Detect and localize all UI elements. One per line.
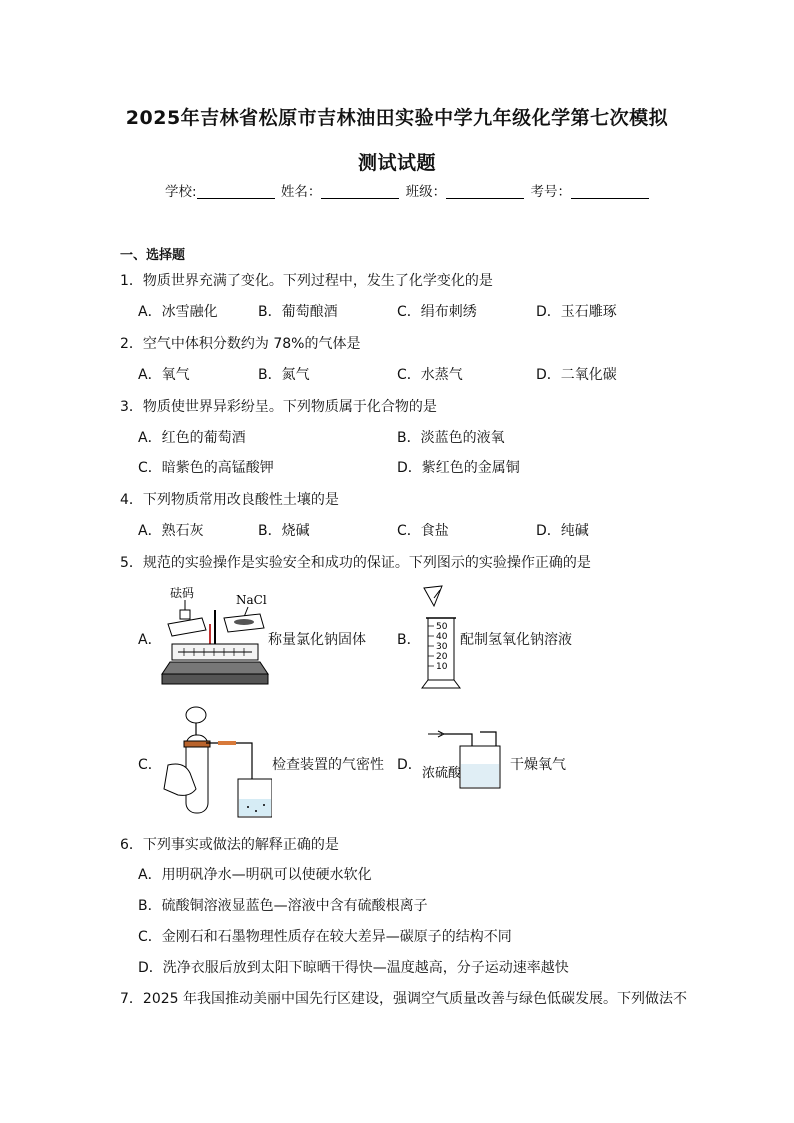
name-label: 姓名： — [280, 184, 322, 200]
q3-option-a: A．红色的葡萄酒 — [138, 430, 246, 446]
q5-option-b-letter: B． — [397, 632, 421, 648]
gas-washing-bottle-figure — [420, 728, 510, 792]
sulfuric-acid-label: 浓硫酸 — [422, 766, 462, 781]
exam-number-label: 考号： — [530, 184, 571, 200]
q2-option-c: C．水蒸气 — [397, 367, 463, 383]
q6-option-b: B．硫酸铜溶液显蓝色—溶液中含有硫酸根离子 — [138, 898, 428, 914]
q2-option-a: A．氧气 — [138, 367, 190, 383]
q4-option-d: D．纯碱 — [536, 523, 589, 539]
q5-option-c-letter: C． — [138, 757, 162, 773]
nacl-label: NaCl — [236, 593, 267, 607]
question-1-stem: 1．物质世界充满了变化。下列过程中，发生了化学变化的是 — [120, 273, 493, 289]
q1-option-b: B．葡萄酿酒 — [258, 304, 338, 320]
scale-20: 20 — [436, 652, 448, 662]
class-blank[interactable] — [446, 184, 524, 199]
q5-option-b-caption: 配制氢氧化钠溶液 — [460, 632, 572, 648]
q3-option-d: D．紫红色的金属铜 — [397, 460, 520, 476]
exam-number-blank[interactable] — [571, 184, 649, 199]
q5-option-d-letter: D． — [397, 757, 422, 773]
q1-option-a: A．冰雪融化 — [138, 304, 218, 320]
q4-option-a: A．熟石灰 — [138, 523, 204, 539]
q2-option-b: B．氮气 — [258, 367, 310, 383]
q1-option-c: C．绢布刺绣 — [397, 304, 477, 320]
scale-30: 30 — [436, 642, 448, 652]
q5-option-c-caption: 检查装置的气密性 — [272, 757, 384, 773]
exam-title-line1: 2025年吉林省松原市吉林油田实验中学九年级化学第七次模拟 — [125, 107, 669, 129]
school-label: 学校: — [165, 184, 197, 200]
q3-option-c: C．暗紫色的高锰酸钾 — [138, 460, 274, 476]
scale-50: 50 — [436, 622, 448, 632]
q3-option-b: B．淡蓝色的液氧 — [397, 430, 505, 446]
question-7-stem: 7．2025 年我国推动美丽中国先行区建设，强调空气质量改善与绿色低碳发展。下列做法不 — [120, 991, 687, 1007]
q5-option-a-caption: 称量氯化钠固体 — [268, 632, 366, 648]
question-6-stem: 6．下列事实或做法的解释正确的是 — [120, 837, 339, 853]
exam-title-line2: 测试试题 — [357, 152, 436, 174]
name-blank[interactable] — [321, 184, 399, 199]
q2-option-d: D．二氧化碳 — [536, 367, 617, 383]
question-5-stem: 5．规范的实验操作是实验安全和成功的保证。下列图示的实验操作正确的是 — [120, 555, 591, 571]
class-label: 班级： — [405, 184, 447, 200]
question-3-stem: 3．物质使世界异彩纷呈。下列物质属于化合物的是 — [120, 399, 437, 415]
question-2-stem: 2．空气中体积分数约为 78%的气体是 — [120, 336, 361, 352]
question-4-stem: 4．下列物质常用改良酸性土壤的是 — [120, 492, 339, 508]
q5-option-d-caption: 干燥氧气 — [510, 757, 566, 773]
q5-option-a-letter: A． — [138, 632, 162, 648]
scale-40: 40 — [436, 632, 448, 642]
section-heading: 一、选择题 — [120, 248, 186, 263]
q4-option-b: B．烧碱 — [258, 523, 310, 539]
student-info-row — [165, 180, 651, 200]
balance-figure — [160, 584, 270, 688]
q6-option-c: C．金刚石和石墨物理性质存在较大差异—碳原子的结构不同 — [138, 929, 512, 945]
weight-label: 砝码 — [170, 586, 195, 600]
q6-option-a: A．用明矾净水—明矾可以使硬水软化 — [138, 867, 372, 883]
q6-option-d: D．洗净衣服后放到太阳下晾晒干得快—温度越高，分子运动速率越快 — [138, 960, 569, 976]
scale-10: 10 — [436, 662, 448, 672]
q4-option-c: C．食盐 — [397, 523, 449, 539]
graduated-cylinder-figure — [420, 584, 462, 690]
q1-option-d: D．玉石雕琢 — [536, 304, 617, 320]
school-blank[interactable] — [197, 184, 275, 199]
airtightness-apparatus-figure — [160, 703, 272, 819]
